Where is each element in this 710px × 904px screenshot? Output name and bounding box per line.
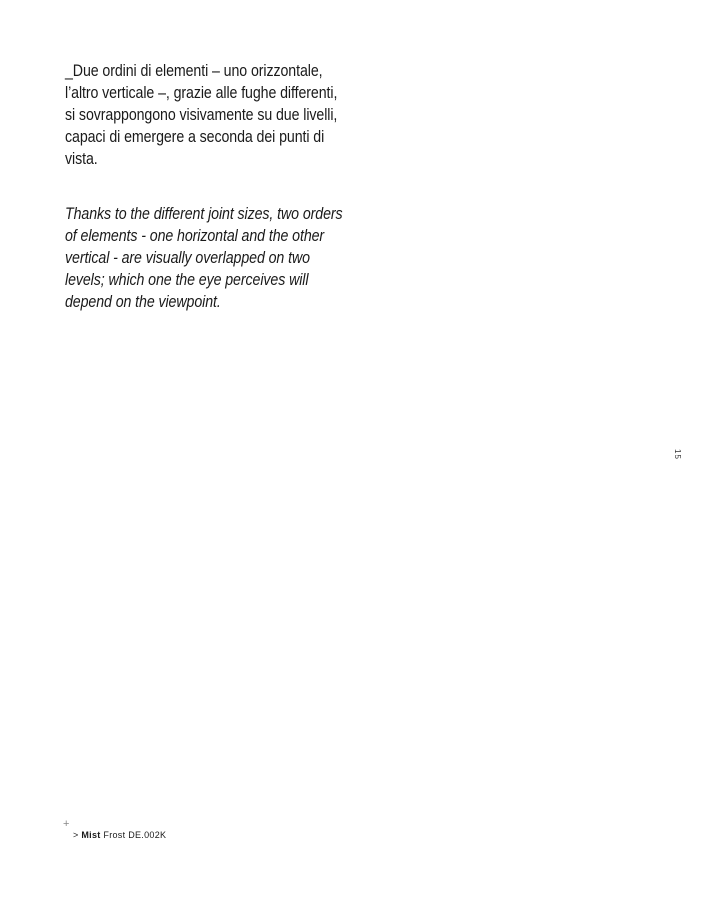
arrow-glyph: > <box>73 830 79 840</box>
plus-mark: + <box>63 818 70 830</box>
english-paragraph: Thanks to the different joint sizes, two orders of elements - one horizontal and the other vertical - are visually overlapped on two levels; which one the eye perceives will depend on the viewpoint. <box>65 205 343 311</box>
product-name: Mist <box>81 830 101 840</box>
page-number: 15 <box>673 449 682 460</box>
text-block <box>65 60 365 311</box>
product-reference <box>73 830 166 840</box>
italian-paragraph: _Due ordini di elementi – uno orizzontale, l’altro verticale –, grazie alle fughe differenti, si sovrappongono visivamente su due livelli, capaci di emergere a seconda dei punti di vista. <box>65 62 338 168</box>
product-code: Frost DE.002K <box>103 830 167 840</box>
